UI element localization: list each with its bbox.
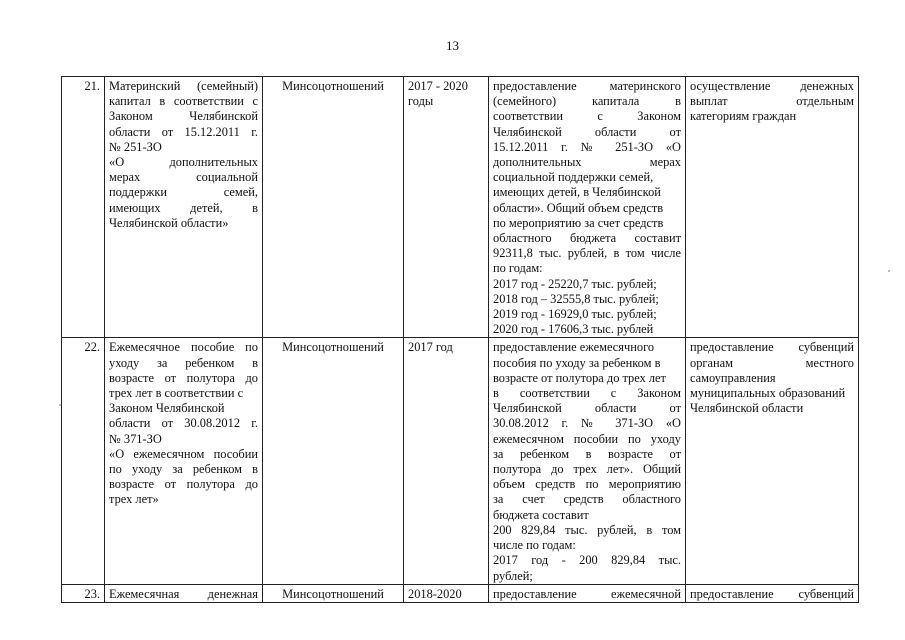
text-line: бюджета составит xyxy=(493,507,589,522)
text-line: 200 829,84 тыс. рублей, в том xyxy=(493,522,681,537)
text-line: объем средств по мероприятию xyxy=(493,477,681,492)
text-line: в соответствии с Законом xyxy=(493,386,681,401)
scan-speck xyxy=(59,404,61,406)
text-line: 2018-2020 xyxy=(408,586,462,601)
text-line: Материнский (семейный) xyxy=(109,79,258,93)
row-number: 21. xyxy=(62,77,105,338)
text-line: 92311,8 тыс. рублей, в том числе xyxy=(493,246,681,261)
text-line: 2019 год - 16929,0 тыс. рублей; xyxy=(493,307,657,322)
table-row xyxy=(62,584,859,602)
text-line: поддержки семей, xyxy=(109,185,258,200)
text-line: Ежемесячная денежная xyxy=(109,586,258,601)
description-cell xyxy=(489,584,686,602)
text-line: Челябинской области от xyxy=(493,124,681,139)
text-line: Челябинской области от xyxy=(493,401,681,416)
text-line: самоуправления xyxy=(690,370,776,385)
text-line: возрасте от полутора до трех лет xyxy=(493,370,666,385)
text-line: 2018 год – 32555,8 тыс. рублей; xyxy=(493,291,659,306)
text-line: Законом Челябинской xyxy=(109,401,225,416)
text-line: 30.08.2012 г. № 371-ЗО «О xyxy=(493,416,681,431)
text-line: предоставление ежемесячной xyxy=(493,586,681,601)
text-line: 2020 год - 17606,3 тыс. рублей xyxy=(493,322,654,337)
text-line: трех лет в соответствии с xyxy=(109,386,244,401)
text-line: рублей; xyxy=(493,568,533,583)
text-line: числе по годам: xyxy=(493,538,576,553)
text-line: социальной поддержки семей, xyxy=(493,170,654,185)
text-line: возрасте от полутора до xyxy=(109,477,258,492)
table-row xyxy=(62,338,859,584)
text-line: области от 15.12.2011 г. xyxy=(109,124,258,139)
text-line: имеющих детей, в xyxy=(109,200,258,215)
table-body xyxy=(62,77,859,603)
text-line: уходу за ребенком в xyxy=(109,355,258,370)
executor-cell: Минсоцотношений xyxy=(263,584,404,602)
text-line: ежемесячном пособии по уходу xyxy=(493,431,681,446)
description-cell xyxy=(489,338,686,584)
text-line: выплат отдельным xyxy=(690,94,854,109)
measure-name-cell xyxy=(105,338,263,584)
scan-speck xyxy=(888,270,890,272)
text-line: за ребенком в возрасте от xyxy=(493,446,681,461)
table-row xyxy=(62,77,859,338)
text-line: пособия по уходу за ребенком в xyxy=(493,355,661,370)
text-line: Законом Челябинской xyxy=(109,109,258,124)
text-line: предоставление материнского xyxy=(493,79,681,93)
text-line: (семейного) капитала в xyxy=(493,94,681,109)
text-line: по мероприятию за счет средств xyxy=(493,215,664,230)
text-line: № 371-ЗО xyxy=(109,431,162,446)
text-line: осуществление денежных xyxy=(690,79,854,93)
text-line: 15.12.2011 г. № 251-ЗО «О xyxy=(493,139,681,154)
text-line: 2017 год xyxy=(408,340,453,355)
text-line: областного бюджета составит xyxy=(493,231,681,246)
text-line: возрасте от полутора до xyxy=(109,370,258,385)
text-line: категориям граждан xyxy=(690,109,797,124)
text-line: по годам: xyxy=(493,261,543,276)
executor-cell: Минсоцотношений xyxy=(263,338,404,584)
text-line: Ежемесячное пособие по xyxy=(109,340,258,355)
text-line: 2017 год - 25220,7 тыс. рублей; xyxy=(493,276,657,291)
measures-table xyxy=(61,76,859,603)
text-line: мерах социальной xyxy=(109,170,258,185)
text-line: «О ежемесячном пособии xyxy=(109,446,258,461)
text-line: трех лет» xyxy=(109,492,159,507)
text-line: предоставление субвенций xyxy=(690,586,854,601)
text-line: 2017 год - 200 829,84 тыс. xyxy=(493,553,681,568)
text-line: Челябинской области» xyxy=(109,215,229,230)
executor-cell: Минсоцотношений xyxy=(263,77,404,338)
text-line: Челябинской области xyxy=(690,401,804,416)
text-line: предоставление ежемесячного xyxy=(493,340,655,355)
result-cell xyxy=(686,338,859,584)
measure-name-cell xyxy=(105,77,263,338)
period-cell xyxy=(404,584,489,602)
text-line: капитал в соответствии с xyxy=(109,94,258,109)
row-number: 22. xyxy=(62,338,105,584)
text-line: за счет средств областного xyxy=(493,492,681,507)
period-cell xyxy=(404,77,489,338)
text-line: 2017 - 2020 xyxy=(408,79,468,93)
row-number: 23. xyxy=(62,584,105,602)
text-line: органам местного xyxy=(690,355,854,370)
text-line: по уходу за ребенком в xyxy=(109,462,258,477)
text-line: годы xyxy=(408,94,434,109)
text-line: имеющих детей, в Челябинской xyxy=(493,185,661,200)
page-number: 13 xyxy=(446,38,459,53)
period-cell xyxy=(404,338,489,584)
text-line: соответствии с Законом xyxy=(493,109,681,124)
measure-name-cell xyxy=(105,584,263,602)
result-cell xyxy=(686,77,859,338)
text-line: муниципальных образований xyxy=(690,386,846,401)
result-cell xyxy=(686,584,859,602)
text-line: дополнительных мерах xyxy=(493,155,681,170)
text-line: № 251-ЗО xyxy=(109,139,162,154)
text-line: предоставление субвенций xyxy=(690,340,854,355)
text-line: области». Общий объем средств xyxy=(493,200,664,215)
description-cell xyxy=(489,77,686,338)
text-line: полутора до трех лет». Общий xyxy=(493,462,681,477)
text-line: области от 30.08.2012 г. xyxy=(109,416,258,431)
text-line: «О дополнительных xyxy=(109,155,258,170)
